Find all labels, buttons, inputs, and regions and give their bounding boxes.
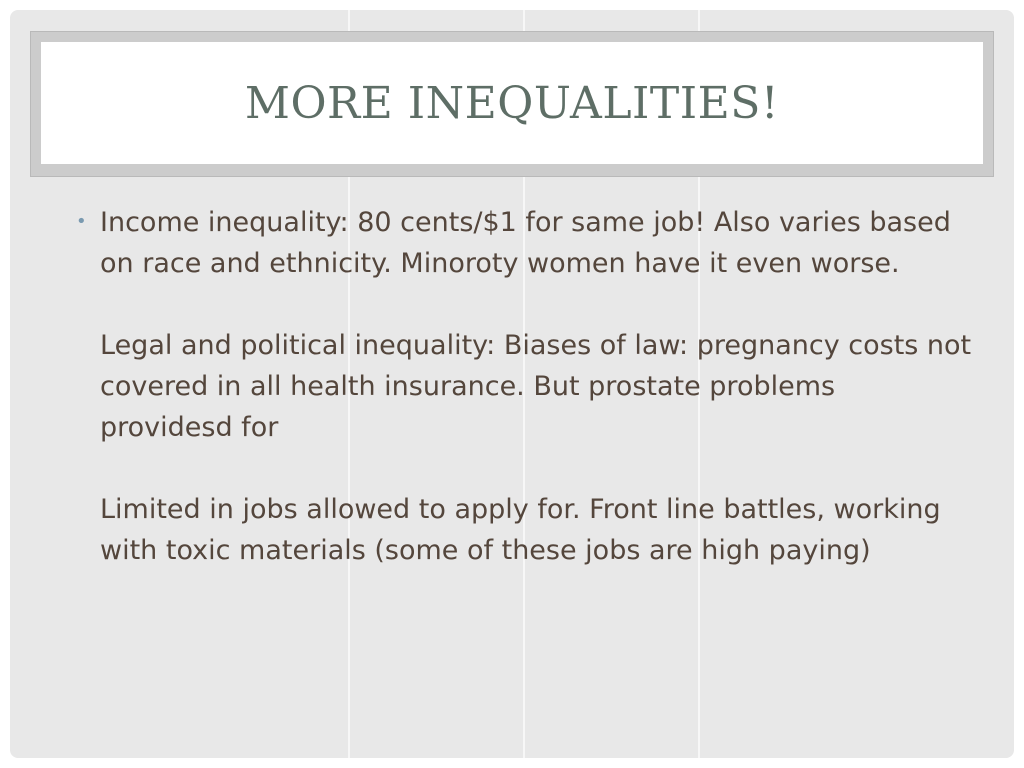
slide — [10, 10, 1014, 758]
paragraph-spacer — [100, 448, 974, 489]
slide-body — [74, 202, 974, 571]
paragraph-limited-jobs: Limited in jobs allowed to apply for. Front line battles, working with toxic materials (some of these jobs are high paying) — [100, 494, 941, 566]
slide-title: MORE INEQUALITIES! — [244, 77, 780, 129]
bullet-icon: • — [76, 211, 87, 232]
paragraph-legal-political-inequality: Legal and political inequality: Biases of law: pregnancy costs not covered in all health insurance. But prostate problems providesd for — [100, 330, 972, 443]
bullet-item — [74, 202, 974, 571]
title-box — [41, 42, 983, 164]
title-frame — [30, 31, 994, 177]
paragraph-income-inequality: Income inequality: 80 cents/$1 for same job! Also varies based on race and ethnicity. Minoroty women have it even worse. — [100, 207, 951, 279]
paragraph-spacer — [100, 284, 974, 325]
